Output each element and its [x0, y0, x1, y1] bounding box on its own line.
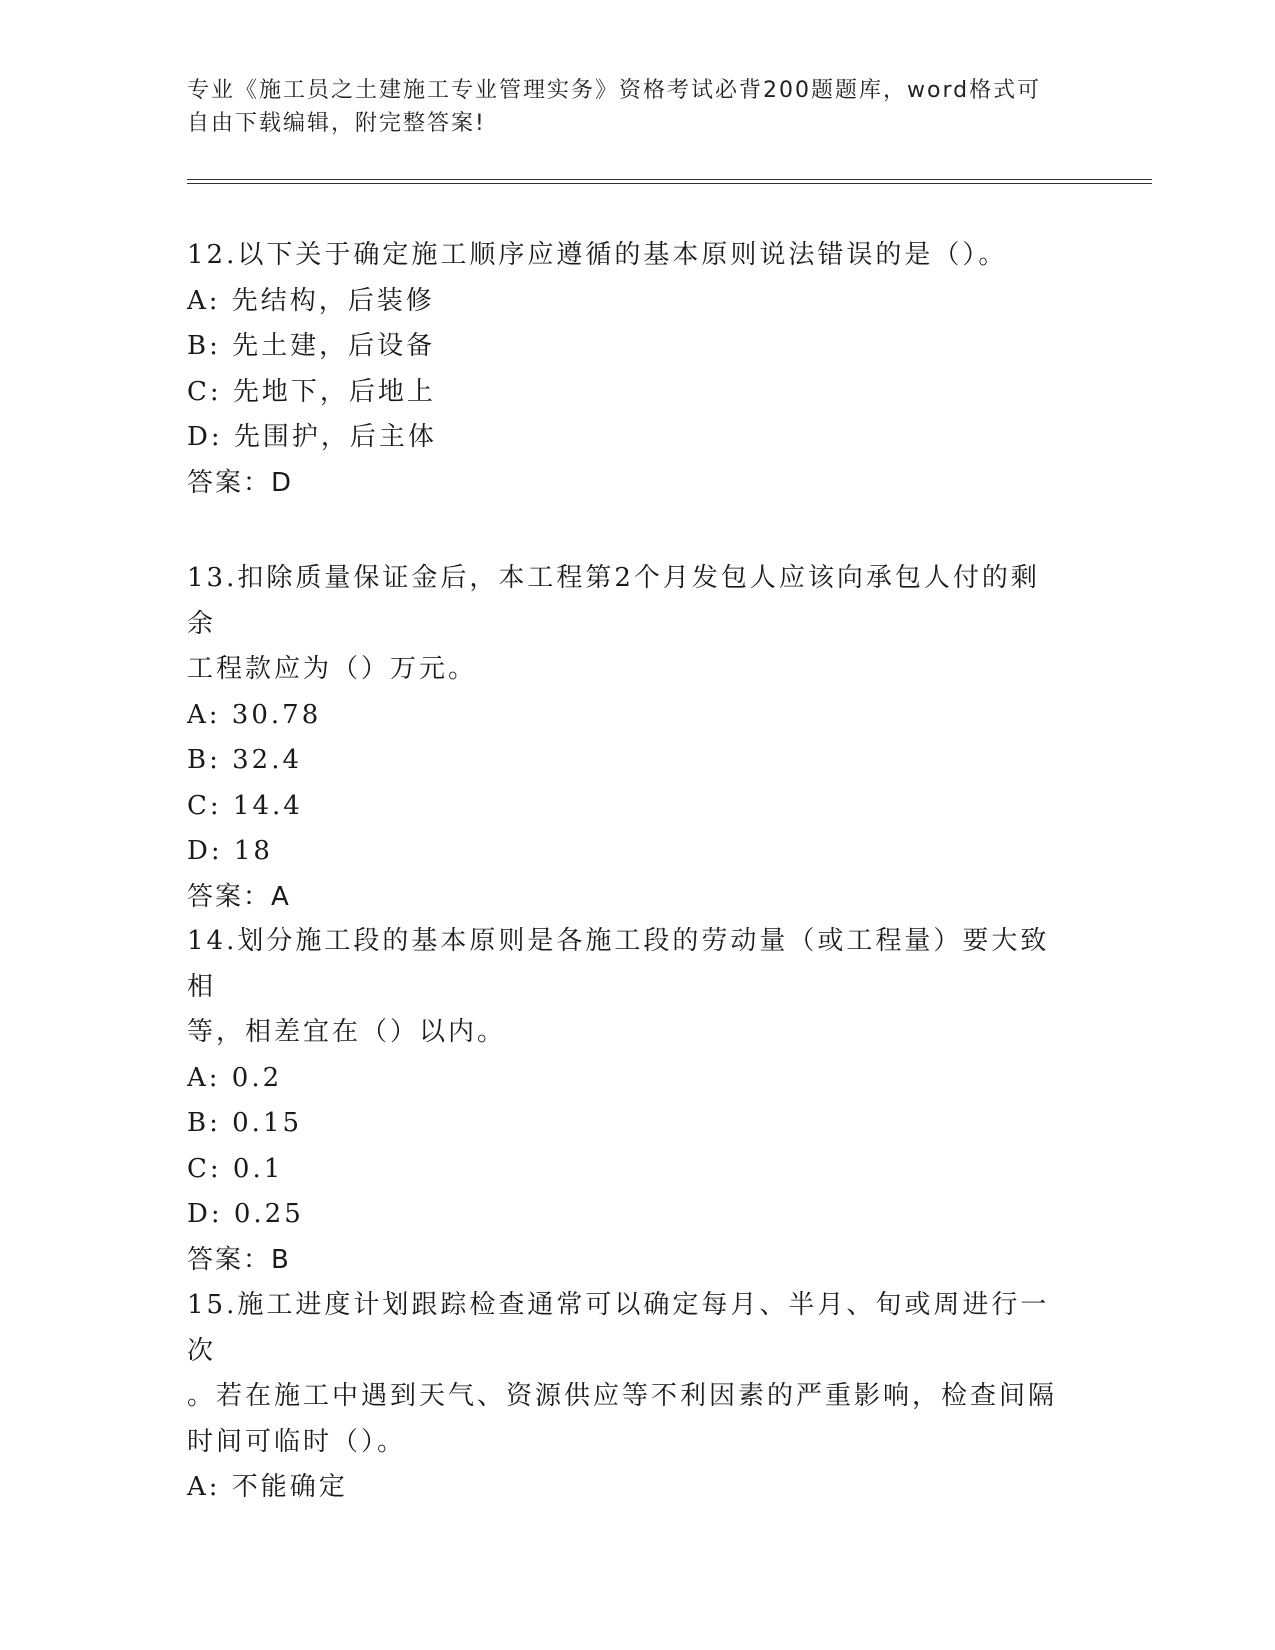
- option-c: C: 14.4: [187, 790, 303, 821]
- option-a: A: 30.78: [187, 699, 322, 730]
- document-header: [187, 74, 1067, 140]
- option-b: B: 32.4: [187, 745, 303, 775]
- header-line-1: 专业《施工员之土建施工专业管理实务》资格考试必背200题题库，word格式可: [187, 78, 1042, 103]
- option-a: A: 先结构，后装修: [187, 285, 435, 316]
- option-d: D: 0.25: [187, 1199, 304, 1229]
- question-15: [187, 1283, 1067, 1511]
- header-line-2: 自由下载编辑，附完整答案!: [187, 111, 486, 136]
- question-12: [187, 233, 1067, 506]
- answer: 答案：D: [187, 467, 294, 498]
- header-divider-bottom: [187, 183, 1152, 184]
- question-stem-line-1: 15.施工进度计划跟踪检查通常可以确定每月、半月、旬或周进行一次: [187, 1290, 1050, 1366]
- question-stem-line-2: 。若在施工中遇到天气、资源供应等不利因素的严重影响，检查间隔: [187, 1381, 1058, 1411]
- question-stem: 12.以下关于确定施工顺序应遵循的基本原则说法错误的是（）。: [187, 240, 1008, 270]
- question-stem-line-1: 13.扣除质量保证金后，本工程第2个月发包人应该向承包人付的剩余: [187, 563, 1040, 639]
- answer: 答案：A: [187, 881, 291, 912]
- option-a: A: 不能确定: [187, 1472, 348, 1502]
- option-a: A: 0.2: [187, 1062, 283, 1093]
- answer: 答案：B: [187, 1244, 291, 1275]
- question-13: [187, 556, 1067, 920]
- header-divider-top: [187, 179, 1152, 180]
- question-stem-line-1: 14.划分施工段的基本原则是各施工段的劳动量（或工程量）要大致相: [187, 926, 1050, 1002]
- option-b: B: 先土建，后设备: [187, 331, 436, 361]
- option-d: D: 先围护，后主体: [187, 422, 437, 452]
- question-stem-line-3: 时间可临时（）。: [187, 1426, 407, 1457]
- question-14: [187, 919, 1067, 1283]
- option-c: C: 先地下，后地上: [187, 376, 436, 407]
- option-d: D: 18: [187, 836, 273, 866]
- question-stem-line-2: 工程款应为（）万元。: [187, 654, 478, 684]
- option-b: B: 0.15: [187, 1108, 303, 1138]
- question-stem-line-2: 等，相差宜在（）以内。: [187, 1017, 507, 1047]
- option-c: C: 0.1: [187, 1153, 284, 1184]
